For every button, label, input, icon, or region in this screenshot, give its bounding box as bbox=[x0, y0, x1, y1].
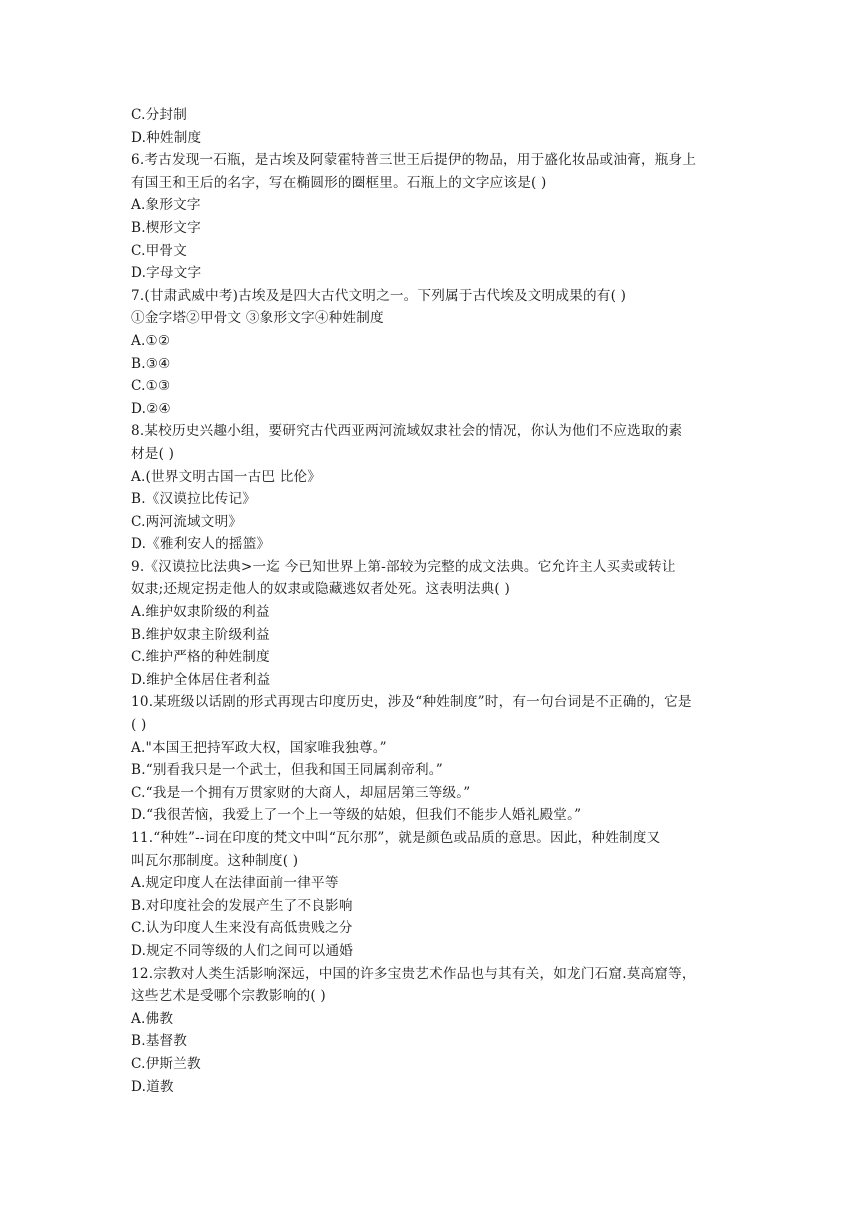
question-11-stem-line-1: 11.“种姓”--词在印度的梵文中叫“瓦尔那”，就是颜色或品质的意思。因此，种姓制度又 bbox=[131, 830, 661, 846]
option-c-q12: C.伊斯兰教 bbox=[131, 1055, 201, 1072]
option-c-q6: C.甲骨文 bbox=[131, 242, 188, 259]
option-c-q9: C.维护严格的种姓制度 bbox=[131, 649, 270, 666]
option-a-q9: A.维护奴隶阶级的利益 bbox=[131, 604, 270, 621]
question-10-stem-line-1: 10.某班级以话剧的形式再现古印度历史，涉及“种姓制度”时，有一句台词是不正确的，它是 bbox=[131, 694, 692, 711]
option-c-q8: C.两河流域文明》 bbox=[131, 513, 243, 530]
option-c-q7: C.①③ bbox=[131, 378, 171, 395]
option-c-q5: C.分封制 bbox=[131, 107, 188, 123]
question-6-stem-line-1: 6.考古发现一石瓶，是古埃及阿蒙霍特普三世王后提伊的物品，用于盛化妆品或油膏，瓶身上 bbox=[131, 152, 697, 169]
question-8-stem-line-2: 材是( ) bbox=[131, 445, 175, 462]
option-d-q9: D.维护全体居住者利益 bbox=[131, 671, 271, 688]
option-d-q11: D.规定不同等级的人们之间可以通婚 bbox=[131, 942, 354, 959]
option-d-q5: D.种姓制度 bbox=[131, 129, 202, 146]
option-b-q10: B.“别看我只是一个武士，但我和国王同属刹帝利。” bbox=[131, 762, 443, 779]
question-12-stem-line-1: 12.宗教对人类生活影响深远，中国的许多宝贵艺术作品也与其有关，如龙门石窟.莫高窟等， bbox=[131, 965, 696, 982]
document-page bbox=[131, 104, 731, 1098]
option-a-q12: A.佛教 bbox=[131, 1010, 174, 1027]
option-b-q12: B.基督教 bbox=[131, 1033, 188, 1050]
question-8-stem-line-1: 8.某校历史兴趣小组，要研究古代西亚两河流域奴隶社会的情况，你认为他们不应选取的素 bbox=[131, 423, 683, 440]
option-a-q11: A.规定印度人在法律面前一律平等 bbox=[131, 875, 339, 892]
question-7-items: ①金字塔②甲骨文 ③象形文字④种姓制度 bbox=[131, 310, 384, 327]
question-12-stem-line-2: 这些艺术是受哪个宗教影响的( ) bbox=[131, 988, 326, 1005]
question-9-stem-line-2: 奴隶;还规定拐走他人的奴隶或隐藏逃奴者处死。这表明法典( ) bbox=[131, 581, 510, 598]
option-a-q8: A.(世界文明古国一古巴 比伦》 bbox=[131, 468, 322, 485]
question-9-stem-line-1: 9.《汉谟拉比法典>一迄 今已知世界上第-部较为完整的成文法典。它允许主人买卖或转让 bbox=[131, 558, 676, 575]
option-a-q6: A.象形文字 bbox=[131, 197, 201, 214]
question-11-stem-line-2: 叫瓦尔那制度。这种制度( ) bbox=[131, 852, 299, 869]
option-b-q11: B.对印度社会的发展产生了不良影响 bbox=[131, 897, 353, 914]
option-c-q11: C.认为印度人生来没有高低贵贱之分 bbox=[131, 920, 353, 937]
option-d-q8: D.《雅利安人的摇篮》 bbox=[131, 536, 271, 553]
option-d-q12: D.道教 bbox=[131, 1078, 174, 1095]
option-a-q7: A.①② bbox=[131, 332, 171, 349]
option-b-q7: B.③④ bbox=[131, 355, 171, 372]
option-b-q9: B.维护奴隶主阶级利益 bbox=[131, 626, 270, 643]
option-b-q8: B.《汉谟拉比传记》 bbox=[131, 491, 257, 508]
option-d-q7: D.②④ bbox=[131, 400, 171, 417]
question-6-stem-line-2: 有国王和王后的名字，写在椭圆形的圈框里。石瓶上的文字应该是( ) bbox=[131, 174, 547, 191]
question-7-stem: 7.(甘肃武威中考)古埃及是四大古代文明之一。下列属于古代埃及文明成果的有( ) bbox=[131, 287, 627, 304]
option-d-q6: D.字母文字 bbox=[131, 265, 202, 282]
option-c-q10: C.“我是一个拥有万贯家财的大商人，却屈居第三等级。” bbox=[131, 784, 471, 801]
question-10-stem-line-2: ( ) bbox=[131, 717, 147, 734]
option-b-q6: B.楔形文字 bbox=[131, 219, 201, 236]
option-a-q10: A."本国王把持军政大权，国家唯我独尊。” bbox=[131, 739, 387, 756]
option-d-q10: D.“我很苦恼，我爱上了一个上一等级的姑娘，但我们不能步人婚礼殿堂。” bbox=[131, 807, 582, 824]
